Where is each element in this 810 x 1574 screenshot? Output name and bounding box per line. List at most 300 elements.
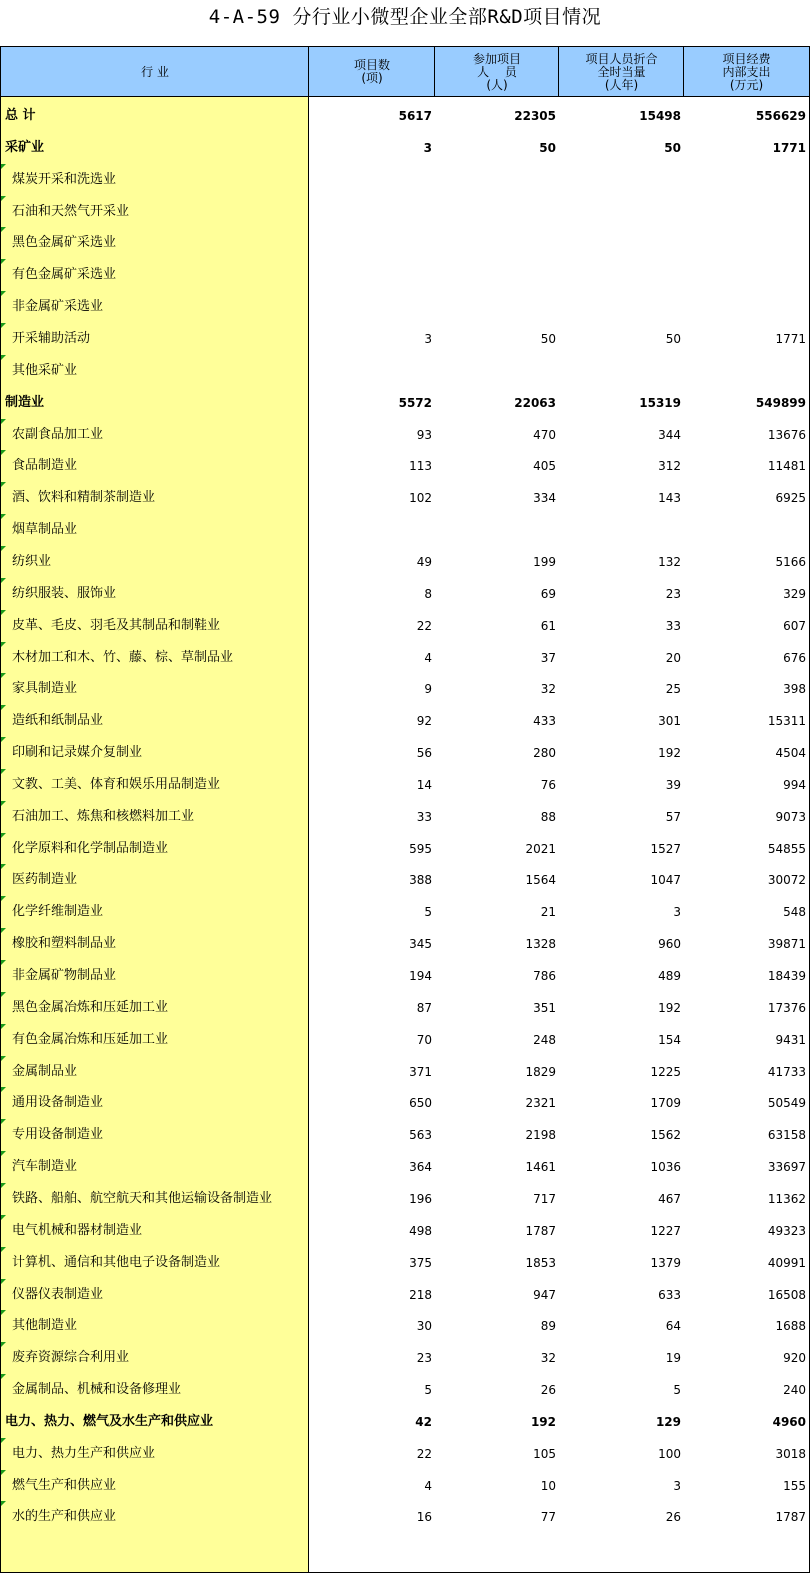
table-row — [1, 514, 809, 546]
projects-value: 92 — [416, 714, 432, 729]
fte-value: 1047 — [650, 873, 681, 888]
table-row — [1, 419, 809, 451]
industry-name: 化学原料和化学制品制造业 — [12, 840, 169, 856]
industry-name: 文教、工美、体育和娱乐用品制造业 — [12, 776, 221, 792]
table-row — [1, 1087, 809, 1119]
industry-name: 造纸和纸制品业 — [12, 713, 104, 729]
personnel-value: 1829 — [525, 1064, 556, 1079]
personnel-value: 1853 — [525, 1255, 556, 1270]
table-row — [1, 259, 809, 291]
table-row — [1, 1406, 809, 1438]
cell-marker-icon — [1, 419, 6, 424]
fte-value: 3 — [673, 905, 681, 920]
table-row — [1, 673, 809, 705]
cell-marker-icon — [1, 769, 6, 774]
personnel-value: 2021 — [525, 841, 556, 856]
industry-name: 金属制品、机械和设备修理业 — [12, 1382, 182, 1397]
table-row — [1, 801, 809, 833]
cell-marker-icon — [1, 164, 6, 169]
table-row — [1, 291, 809, 323]
expenditure-value: 33697 — [767, 1160, 806, 1174]
expenditure-value: 4504 — [775, 746, 806, 760]
cell-marker-icon — [1, 1501, 6, 1506]
industry-name: 酒、饮料和精制茶制造业 — [12, 490, 156, 506]
industry-name: 燃气生产和供应业 — [12, 1477, 117, 1493]
fte-value: 143 — [658, 491, 681, 506]
personnel-value: 69 — [540, 586, 556, 601]
expenditure-value: 994 — [783, 777, 806, 792]
cell-marker-icon — [1, 833, 6, 838]
personnel-value: 50 — [539, 140, 556, 155]
projects-value: 87 — [416, 1000, 432, 1015]
personnel-value: 26 — [540, 1383, 556, 1397]
table-row — [1, 1247, 809, 1279]
industry-name: 电力、热力、燃气及水生产和供应业 — [5, 1413, 214, 1429]
expenditure-value — [684, 514, 809, 546]
expenditure-value: 1787 — [775, 1510, 806, 1525]
expenditure-value: 548 — [783, 905, 806, 920]
projects-value: 42 — [415, 1414, 432, 1429]
industry-name: 金属制品业 — [12, 1063, 78, 1079]
fte-value: 50 — [665, 332, 681, 346]
expenditure-value: 39871 — [767, 937, 806, 952]
table-row — [1, 705, 809, 737]
industry-name: 农副食品加工业 — [12, 426, 104, 442]
personnel-value: 61 — [540, 618, 556, 633]
fte-value: 25 — [665, 682, 681, 697]
industry-name: 木材加工和木、竹、藤、棕、草制品业 — [12, 649, 234, 665]
expenditure-value: 9073 — [775, 809, 806, 824]
table-row — [1, 546, 809, 578]
table-row — [1, 642, 809, 674]
projects-value: 196 — [409, 1191, 432, 1206]
expenditure-value: 18439 — [767, 969, 806, 983]
industry-name: 水的生产和供应业 — [12, 1509, 117, 1525]
projects-value: 364 — [409, 1160, 432, 1174]
table-row — [1, 387, 809, 419]
personnel-value: 1461 — [525, 1160, 556, 1174]
projects-value: 22 — [416, 1446, 432, 1461]
fte-value: 192 — [658, 746, 681, 760]
projects-value: 650 — [409, 1096, 432, 1111]
personnel-value: 77 — [540, 1510, 556, 1525]
cell-marker-icon — [1, 801, 6, 806]
industry-name: 通用设备制造业 — [12, 1095, 104, 1111]
cell-marker-icon — [1, 642, 6, 647]
industry-name: 电气机械和器材制造业 — [12, 1222, 143, 1238]
fte-value — [559, 259, 684, 291]
header-fte: 项目人员折合 全时当量 (人年) — [585, 51, 658, 92]
expenditure-value — [684, 164, 809, 196]
cell-marker-icon — [1, 1310, 6, 1315]
fte-value: 1225 — [650, 1064, 681, 1079]
cell-marker-icon — [1, 1151, 6, 1156]
personnel-value — [435, 259, 559, 291]
expenditure-value — [684, 196, 809, 228]
expenditure-value: 1771 — [775, 332, 806, 346]
personnel-value: 89 — [540, 1319, 556, 1334]
expenditure-value: 63158 — [767, 1128, 806, 1143]
expenditure-value — [684, 291, 809, 323]
table-row — [1, 896, 809, 928]
fte-value: 5 — [673, 1383, 681, 1397]
industry-name: 制造业 — [5, 394, 45, 410]
cell-marker-icon — [1, 992, 6, 997]
industry-name: 其他采矿业 — [12, 362, 78, 378]
industry-name: 石油和天然气开采业 — [12, 203, 130, 219]
projects-value: 5617 — [398, 109, 432, 123]
cell-marker-icon — [1, 673, 6, 678]
expenditure-value: 607 — [783, 618, 806, 633]
expenditure-value: 9431 — [775, 1032, 806, 1047]
projects-value: 4 — [424, 650, 432, 665]
fte-value — [559, 514, 684, 546]
fte-value: 1036 — [650, 1160, 681, 1174]
industry-name: 废弃资源综合利用业 — [12, 1350, 130, 1366]
fte-value: 633 — [658, 1287, 681, 1302]
expenditure-value: 1771 — [772, 140, 806, 155]
cell-marker-icon — [1, 1119, 6, 1124]
fte-value: 15498 — [639, 109, 681, 123]
expenditure-value: 40991 — [767, 1255, 806, 1270]
cell-marker-icon — [1, 482, 6, 487]
table-row — [1, 1215, 809, 1247]
cell-marker-icon — [1, 1374, 6, 1379]
personnel-value: 947 — [533, 1287, 556, 1302]
table-row — [1, 833, 809, 865]
personnel-value: 786 — [533, 969, 556, 983]
table-row — [1, 1183, 809, 1215]
industry-name: 采矿业 — [5, 139, 45, 155]
header-industry: 行 业 — [141, 64, 169, 79]
column-divider — [558, 46, 559, 96]
expenditure-value: 54855 — [767, 841, 806, 856]
industry-name: 计算机、通信和其他电子设备制造业 — [12, 1254, 221, 1270]
projects-value: 113 — [409, 459, 432, 474]
header-projects: 项目数 (项) — [353, 58, 390, 85]
column-divider — [683, 46, 684, 96]
table-row — [1, 164, 809, 196]
industry-name: 开采辅助活动 — [12, 331, 91, 346]
personnel-value — [435, 196, 559, 228]
industry-name: 纺织服装、服饰业 — [12, 585, 117, 601]
expenditure-value: 920 — [783, 1351, 806, 1366]
expenditure-value: 41733 — [767, 1064, 806, 1079]
table-row — [1, 1342, 809, 1374]
cell-marker-icon — [1, 960, 6, 965]
fte-value: 129 — [655, 1414, 681, 1429]
projects-value: 388 — [409, 873, 432, 888]
fte-value — [559, 355, 684, 387]
table-header — [1, 46, 809, 97]
expenditure-value: 30072 — [767, 873, 806, 888]
personnel-value: 37 — [540, 650, 556, 665]
table-row — [1, 355, 809, 387]
fte-value: 192 — [658, 1000, 681, 1015]
projects-value: 345 — [409, 937, 432, 952]
projects-value: 3 — [423, 140, 432, 155]
personnel-value: 22063 — [514, 395, 556, 410]
expenditure-value: 16508 — [767, 1287, 806, 1302]
cell-marker-icon — [1, 546, 6, 551]
industry-name: 食品制造业 — [12, 458, 78, 474]
table-row — [1, 1438, 809, 1470]
personnel-value — [435, 355, 559, 387]
fte-value — [559, 164, 684, 196]
expenditure-value: 49323 — [767, 1223, 806, 1238]
table-row — [1, 960, 809, 992]
table-row — [1, 1056, 809, 1088]
table-row — [1, 1501, 809, 1533]
industry-name: 非金属矿采选业 — [12, 299, 104, 315]
fte-value: 301 — [658, 714, 681, 729]
projects-value: 14 — [416, 777, 432, 792]
fte-value: 1527 — [650, 841, 681, 856]
personnel-value: 22305 — [514, 109, 556, 123]
projects-value: 375 — [409, 1255, 432, 1270]
personnel-value: 2321 — [525, 1096, 556, 1111]
table-row — [1, 992, 809, 1024]
expenditure-value: 1688 — [775, 1319, 806, 1334]
personnel-value: 1328 — [525, 937, 556, 952]
cell-marker-icon — [1, 928, 6, 933]
personnel-value: 76 — [540, 777, 556, 792]
table-row — [1, 610, 809, 642]
projects-value — [309, 227, 435, 259]
projects-value: 371 — [409, 1064, 432, 1079]
fte-value: 312 — [658, 459, 681, 474]
table-row — [1, 1151, 809, 1183]
personnel-value: 199 — [533, 554, 556, 569]
industry-name: 印刷和记录媒介复制业 — [12, 745, 143, 760]
table-row — [1, 100, 809, 132]
table-row — [1, 196, 809, 228]
personnel-value: 1564 — [525, 873, 556, 888]
industry-name: 黑色金属冶炼和压延加工业 — [12, 999, 169, 1015]
industry-name: 汽车制造业 — [12, 1159, 78, 1174]
expenditure-value: 556629 — [755, 109, 806, 123]
expenditure-value: 4960 — [772, 1414, 806, 1429]
expenditure-value: 329 — [783, 586, 806, 601]
projects-value — [309, 259, 435, 291]
fte-value — [559, 291, 684, 323]
fte-value: 1227 — [650, 1223, 681, 1238]
personnel-value: 10 — [540, 1478, 556, 1493]
fte-value: 19 — [665, 1351, 681, 1366]
projects-value: 4 — [424, 1478, 432, 1493]
industry-name: 家具制造业 — [12, 681, 78, 697]
data-table — [0, 46, 810, 1573]
table-row — [1, 769, 809, 801]
fte-value: 154 — [658, 1032, 681, 1047]
cell-marker-icon — [1, 610, 6, 615]
projects-value — [309, 514, 435, 546]
projects-value: 16 — [416, 1510, 432, 1525]
personnel-value: 88 — [540, 809, 556, 824]
table-row — [1, 1279, 809, 1311]
projects-value — [309, 164, 435, 196]
personnel-value: 248 — [533, 1032, 556, 1047]
industry-name: 烟草制品业 — [12, 522, 78, 538]
fte-value: 960 — [658, 937, 681, 952]
table-row — [1, 864, 809, 896]
personnel-value: 405 — [533, 459, 556, 474]
industry-name: 煤炭开采和洗选业 — [12, 171, 117, 187]
personnel-value: 192 — [530, 1414, 556, 1429]
projects-value: 3 — [424, 332, 432, 346]
table-row — [1, 450, 809, 482]
expenditure-value — [684, 227, 809, 259]
table-row — [1, 482, 809, 514]
table-row — [1, 323, 809, 355]
industry-name: 纺织业 — [12, 553, 52, 569]
industry-name: 其他制造业 — [12, 1318, 78, 1334]
personnel-value: 717 — [533, 1191, 556, 1206]
cell-marker-icon — [1, 864, 6, 869]
expenditure-value: 549899 — [755, 395, 806, 410]
personnel-value: 21 — [540, 905, 556, 920]
projects-value — [309, 196, 435, 228]
cell-marker-icon — [1, 291, 6, 296]
expenditure-value: 676 — [783, 650, 806, 665]
projects-value: 194 — [409, 969, 432, 983]
personnel-value: 32 — [540, 1351, 556, 1366]
expenditure-value: 240 — [783, 1383, 806, 1397]
personnel-value: 32 — [540, 682, 556, 697]
projects-value: 102 — [409, 491, 432, 506]
cell-marker-icon — [1, 578, 6, 583]
cell-marker-icon — [1, 737, 6, 742]
fte-value: 15319 — [639, 395, 681, 410]
projects-value: 56 — [416, 746, 432, 760]
cell-marker-icon — [1, 323, 6, 328]
fte-value: 1709 — [650, 1096, 681, 1111]
industry-name: 专用设备制造业 — [12, 1127, 104, 1143]
industry-name: 石油加工、炼焦和核燃料加工业 — [12, 808, 195, 824]
cell-marker-icon — [1, 196, 6, 201]
table-row — [1, 1310, 809, 1342]
fte-value: 3 — [673, 1478, 681, 1493]
cell-marker-icon — [1, 1470, 6, 1475]
fte-value: 39 — [665, 777, 681, 792]
fte-value: 64 — [665, 1319, 681, 1334]
expenditure-value: 6925 — [775, 491, 806, 506]
personnel-value — [435, 164, 559, 196]
expenditure-value: 398 — [783, 682, 806, 697]
industry-name: 化学纤维制造业 — [12, 904, 104, 920]
projects-value — [309, 355, 435, 387]
industry-name: 医药制造业 — [12, 872, 78, 888]
industry-name: 皮革、毛皮、羽毛及其制品和制鞋业 — [12, 617, 221, 633]
cell-marker-icon — [1, 259, 6, 264]
table-row — [1, 928, 809, 960]
fte-value: 100 — [658, 1446, 681, 1461]
fte-value: 20 — [665, 650, 681, 665]
fte-value: 467 — [658, 1191, 681, 1206]
cell-marker-icon — [1, 1056, 6, 1061]
fte-value: 132 — [658, 554, 681, 569]
projects-value: 5572 — [398, 395, 432, 410]
industry-name: 有色金属矿采选业 — [12, 267, 117, 283]
cell-marker-icon — [1, 1215, 6, 1220]
table-row — [1, 1374, 809, 1406]
expenditure-value: 5166 — [775, 554, 806, 569]
expenditure-value: 50549 — [767, 1096, 806, 1111]
industry-name: 非金属矿物制品业 — [12, 968, 117, 983]
expenditure-value: 15311 — [767, 714, 806, 729]
cell-marker-icon — [1, 1087, 6, 1092]
cell-marker-icon — [1, 1024, 6, 1029]
personnel-value: 2198 — [525, 1128, 556, 1143]
personnel-value: 1787 — [525, 1223, 556, 1238]
fte-value: 344 — [658, 427, 681, 442]
expenditure-value: 13676 — [767, 427, 806, 442]
expenditure-value: 155 — [783, 1478, 806, 1493]
personnel-value — [435, 227, 559, 259]
expenditure-value: 17376 — [767, 1000, 806, 1015]
projects-value: 49 — [416, 554, 432, 569]
projects-value: 70 — [416, 1032, 432, 1047]
fte-value: 489 — [658, 969, 681, 983]
projects-value — [309, 291, 435, 323]
fte-value: 1379 — [650, 1255, 681, 1270]
expenditure-value: 11481 — [767, 459, 806, 474]
expenditure-value — [684, 355, 809, 387]
cell-marker-icon — [1, 355, 6, 360]
fte-value — [559, 227, 684, 259]
cell-marker-icon — [1, 1279, 6, 1284]
fte-value: 26 — [665, 1510, 681, 1525]
personnel-value: 50 — [540, 332, 556, 346]
projects-value: 22 — [416, 618, 432, 633]
table-row — [1, 1470, 809, 1502]
projects-value: 8 — [424, 586, 432, 601]
expenditure-value: 3018 — [775, 1446, 806, 1461]
table-row — [1, 737, 809, 769]
projects-value: 563 — [409, 1128, 432, 1143]
projects-value: 9 — [424, 682, 432, 697]
projects-value: 595 — [409, 841, 432, 856]
industry-name: 黑色金属矿采选业 — [12, 235, 117, 251]
personnel-value: 334 — [533, 491, 556, 506]
table-row — [1, 578, 809, 610]
industry-name: 橡胶和塑料制品业 — [12, 936, 117, 952]
table-row — [1, 1119, 809, 1151]
fte-value — [559, 196, 684, 228]
cell-marker-icon — [1, 514, 6, 519]
expenditure-value — [684, 259, 809, 291]
industry-name: 有色金属冶炼和压延加工业 — [12, 1031, 169, 1047]
cell-marker-icon — [1, 1247, 6, 1252]
fte-value: 33 — [665, 618, 681, 633]
personnel-value — [435, 291, 559, 323]
cell-marker-icon — [1, 1438, 6, 1443]
projects-value: 218 — [409, 1287, 432, 1302]
cell-marker-icon — [1, 896, 6, 901]
header-personnel: 参加项目 人 员 (人) — [472, 51, 521, 92]
projects-value: 93 — [416, 427, 432, 442]
personnel-value: 105 — [533, 1446, 556, 1461]
projects-value: 23 — [416, 1351, 432, 1366]
cell-marker-icon — [1, 1183, 6, 1188]
projects-value: 5 — [424, 905, 432, 920]
industry-name: 总 计 — [5, 108, 36, 123]
industry-name: 仪器仪表制造业 — [12, 1286, 104, 1302]
personnel-value: 351 — [533, 1000, 556, 1015]
cell-marker-icon — [1, 450, 6, 455]
personnel-value: 433 — [533, 714, 556, 729]
cell-marker-icon — [1, 1342, 6, 1347]
